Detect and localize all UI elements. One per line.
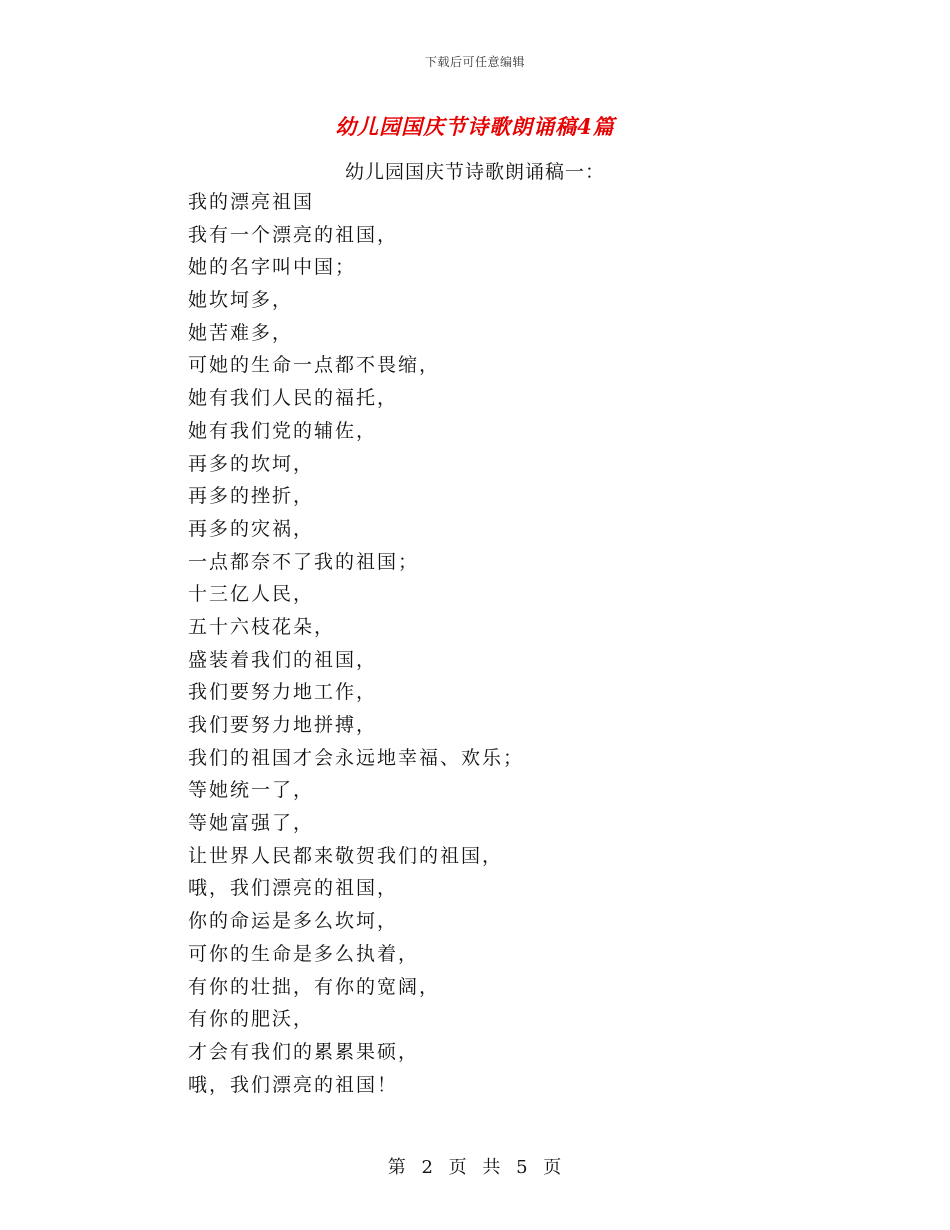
poem-line: 有你的肥沃， — [188, 1008, 315, 1031]
poem-line: 她的名字叫中国； — [188, 256, 357, 279]
poem-line: 可你的生命是多么执着， — [188, 942, 420, 965]
poem-body — [188, 186, 808, 1101]
poem-line: 她有我们党的辅佐， — [188, 419, 378, 442]
section-title: 幼儿园国庆节诗歌朗诵稿一： — [344, 161, 605, 183]
poem-line: 有你的壮拙，有你的宽阔， — [188, 975, 441, 998]
poem-line: 再多的坎坷， — [188, 452, 315, 475]
poem-line: 我们的祖国才会永远地幸福、欢乐； — [188, 746, 525, 769]
page-footer — [0, 1153, 950, 1179]
poem-line: 我有一个漂亮的祖国， — [188, 223, 399, 246]
poem-line: 她苦难多， — [188, 321, 294, 344]
poem-line: 哦，我们漂亮的祖国， — [188, 877, 399, 900]
document-title: 幼儿园国庆节诗歌朗诵稿4篇 — [335, 114, 615, 139]
footer-current-page: 2 — [421, 1157, 434, 1178]
footer-total-pages: 5 — [516, 1157, 529, 1178]
poem-line: 十三亿人民， — [188, 583, 315, 606]
poem-line: 等她统一了， — [188, 779, 315, 802]
footer-prefix: 第 — [387, 1157, 407, 1178]
poem-line: 等她富强了， — [188, 812, 315, 835]
poem-line: 一点都奈不了我的祖国； — [188, 550, 420, 573]
footer-suffix: 页 — [543, 1157, 563, 1178]
footer-total-word: 共 — [482, 1157, 502, 1178]
poem-line: 你的命运是多么坎坷， — [188, 910, 399, 933]
footer-page-word: 页 — [448, 1157, 468, 1178]
poem-line: 可她的生命一点都不畏缩， — [188, 354, 441, 377]
poem-line: 我们要努力地工作， — [188, 681, 378, 704]
poem-line: 我们要努力地拼搏， — [188, 714, 378, 736]
poem-line: 让世界人民都来敬贺我们的祖国， — [188, 844, 504, 867]
poem-line: 她坎坷多， — [188, 289, 294, 312]
poem-line: 再多的灾祸， — [188, 517, 315, 540]
poem-line: 盛装着我们的祖国， — [188, 648, 378, 671]
poem-line: 我的漂亮祖国 — [188, 191, 315, 213]
poem-line: 哦，我们漂亮的祖国！ — [188, 1073, 399, 1096]
header-note: 下载后可任意编辑 — [424, 55, 525, 69]
poem-line: 再多的挫折， — [188, 485, 315, 508]
poem-line: 她有我们人民的福托， — [188, 387, 399, 410]
poem-line: 才会有我们的累累果硕， — [188, 1040, 420, 1063]
poem-line: 五十六枝花朵， — [188, 615, 336, 638]
